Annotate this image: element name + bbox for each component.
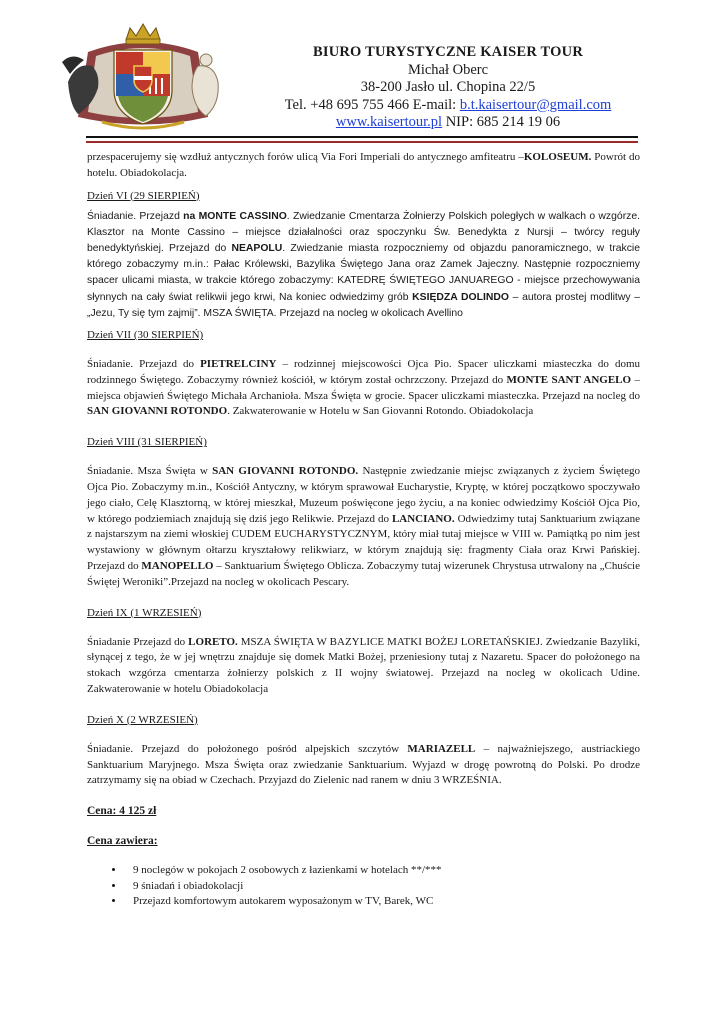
letterhead <box>238 44 658 132</box>
postal-address: 38-200 Jasło ul. Chopina 22/5 <box>360 79 536 95</box>
itinerary-content <box>87 150 640 910</box>
price-label: Cena: <box>87 805 117 818</box>
list-item: • 9 śniadań i obiadokolacji <box>125 879 640 895</box>
day-7-text: Śniadanie. Przejazd do PIETRELCINY – rodzinnej miejscowości Ojca Pio. Spacer uliczkami miasteczka do domu rodzinnego Świętego. Zobaczymy również kościół, w którym został ochrzczony. Przejazd do MONTE SANT ANGELO – miejsca objawień Świętego Michała Archanioła. Msza Święta w grocie. Spacer uliczkami miasteczka. Przejazd na nocleg do SAN GIOVANNI ROTONDO. Zakwaterowanie w Hotelu w San Giovanni Rotondo. Obiadokolacja <box>87 358 640 418</box>
contact-line <box>238 97 658 115</box>
website-link[interactable]: www.kaisertour.pl <box>335 114 443 130</box>
day-9-heading: Dzień IX (1 WRZESIEŃ) <box>87 606 202 619</box>
phone-text: Tel. +48 695 755 466 E-mail: <box>284 96 460 113</box>
day-6-heading: Dzień VI (29 SIERPIEŃ) <box>87 189 200 202</box>
email-link[interactable]: b.t.kaisertour@gmail.com <box>459 96 612 113</box>
price-line <box>87 803 640 819</box>
owner-name: Michał Oberc <box>407 61 489 78</box>
list-item: • Przejazd komfortowym autokarem wyposażonym w TV, Barek, WC <box>125 894 640 910</box>
imperial-crest-logo <box>58 22 228 134</box>
header-divider-red <box>86 141 638 143</box>
company-name: BIURO TURYSTYCZNE KAISER TOUR <box>313 44 583 60</box>
header-divider-dark <box>86 136 638 138</box>
price-value: 4 125 zł <box>116 805 157 818</box>
day-10-text: Śniadanie. Przejazd do położonego pośród alpejskich szczytów MARIAZELL – najważniejszego, austriackiego Sanktuarium Maryjnego. Msza Święta oraz zwiedzanie Sanktuarium. Wyjazd w drogę powrotną do Polski. Po drodze zatrzymamy się na obiad w Czechach. Przyjazd do Zielenic nad ranem w dniu 3 WRZEŚNIA. <box>87 742 640 787</box>
nip-text: NIP: 685 214 19 06 <box>442 114 561 130</box>
day-7-heading: Dzień VII (30 SIERPIEŃ) <box>87 329 204 342</box>
list-item: • 9 noclegów w pokojach 2 osobowych z łazienkami w hotelach **/*** <box>125 863 640 879</box>
day-10-heading: Dzień X (2 WRZESIEŃ) <box>87 713 198 726</box>
day-8-heading: Dzień VIII (31 SIERPIEŃ) <box>87 436 207 449</box>
web-nip-line <box>238 114 658 132</box>
day-9-text: Śniadanie Przejazd do LORETO. MSZA ŚWIĘTA W BAZYLICE MATKI BOŻEJ LORETAŃSKIEJ. Zwiedzanie Bazyliki, słynącej z tego, że w jej wnętrzu znajduje się domek Matki Bożej, przeniesiony tutaj z Nazaretu. Spacer do położonego na stokach wzgórza cmentarza żołnierzy polskich z II wojny światowej. Przejazd na nocleg w okolicach Udine. Zakwaterowanie w hotelu Obiadokolacja <box>87 635 640 695</box>
intro-paragraph: przespacerujemy się wzdłuż antycznych forów ulicą Via Fori Imperiali do antycznego amfiteatru –KOLOSEUM. Powrót do hotelu. Obiadokolacja. <box>87 151 640 179</box>
includes-heading: Cena zawiera: <box>87 835 158 848</box>
includes-list <box>87 863 640 910</box>
day-6-text: Śniadanie. Przejazd na MONTE CASSINO. Zwiedzanie Cmentarza Żołnierzy Polskich poległych w walkach o wzgórze. Klasztor na Monte Cassino – miejsce działalności oraz spoczynku Św. Benedykta z Nursji – twórcy reguły benedyktyńskiej. Przejazd do NEAPOLU. Zwiedzanie miasta rozpoczniemy od objazdu panoramicznego, w trakcie którego zobaczymy m.in.: Pałac Królewski, Bazylika Świętego Jana oraz Zamek Jajeczny. Następnie rozpoczniemy spacer ulicami miasta, w trakcie którego zobaczymy: KATEDRĘ ŚWIĘTEGO JANUAREGO - miejsce przechowywania słynnych na cały świat relikwii jego krwi, Na koniec odwiedzimy grób KSIĘDZA DOLINDO – autora prostej modlitwy –„Jezu, Ty się tym zajmij”. MSZA ŚWIĘTA. Przejazd na nocleg w okolicach Avellino <box>87 210 641 319</box>
day-8-text: Śniadanie. Msza Święta w SAN GIOVANNI ROTONDO. Następnie zwiedzanie miejsc związanych z życiem Świętego Ojca Pio. Zobaczymy m.in., Kościół Antyczny, w którym sprawował Eucharystie, Kryptę, w której początkowo spoczywało jego ciało, Celę Klasztorną, w której mieszkał, Muzeum poświęcone jego życiu, a na koniec odwiedzimy Kościół Ojca Pio, w którego podziemiach znajdują się dziś jego Relikwie. Przejazd do LANCIANO. Odwiedzimy tutaj Sanktuarium związane z najstarszym na ziemi włoskiej CUDEM EUCHARYSTYCZNYM, który miał tutaj miejsce w VIII w. Pamiątką po nim jest wystawiony w głównym ołtarzu kryształowy relikwiarz, w którym znajdują się: fragmenty Ciała oraz Krwi Pańskiej. Przejazd do MANOPELLO – Sanktuarium Świętego Oblicza. Zobaczymy tutaj wizerunek Chrystusa utrwalony na „Chuście Świętej Weroniki”.Przejazd na nocleg w okolicach Pescary. <box>87 465 640 588</box>
